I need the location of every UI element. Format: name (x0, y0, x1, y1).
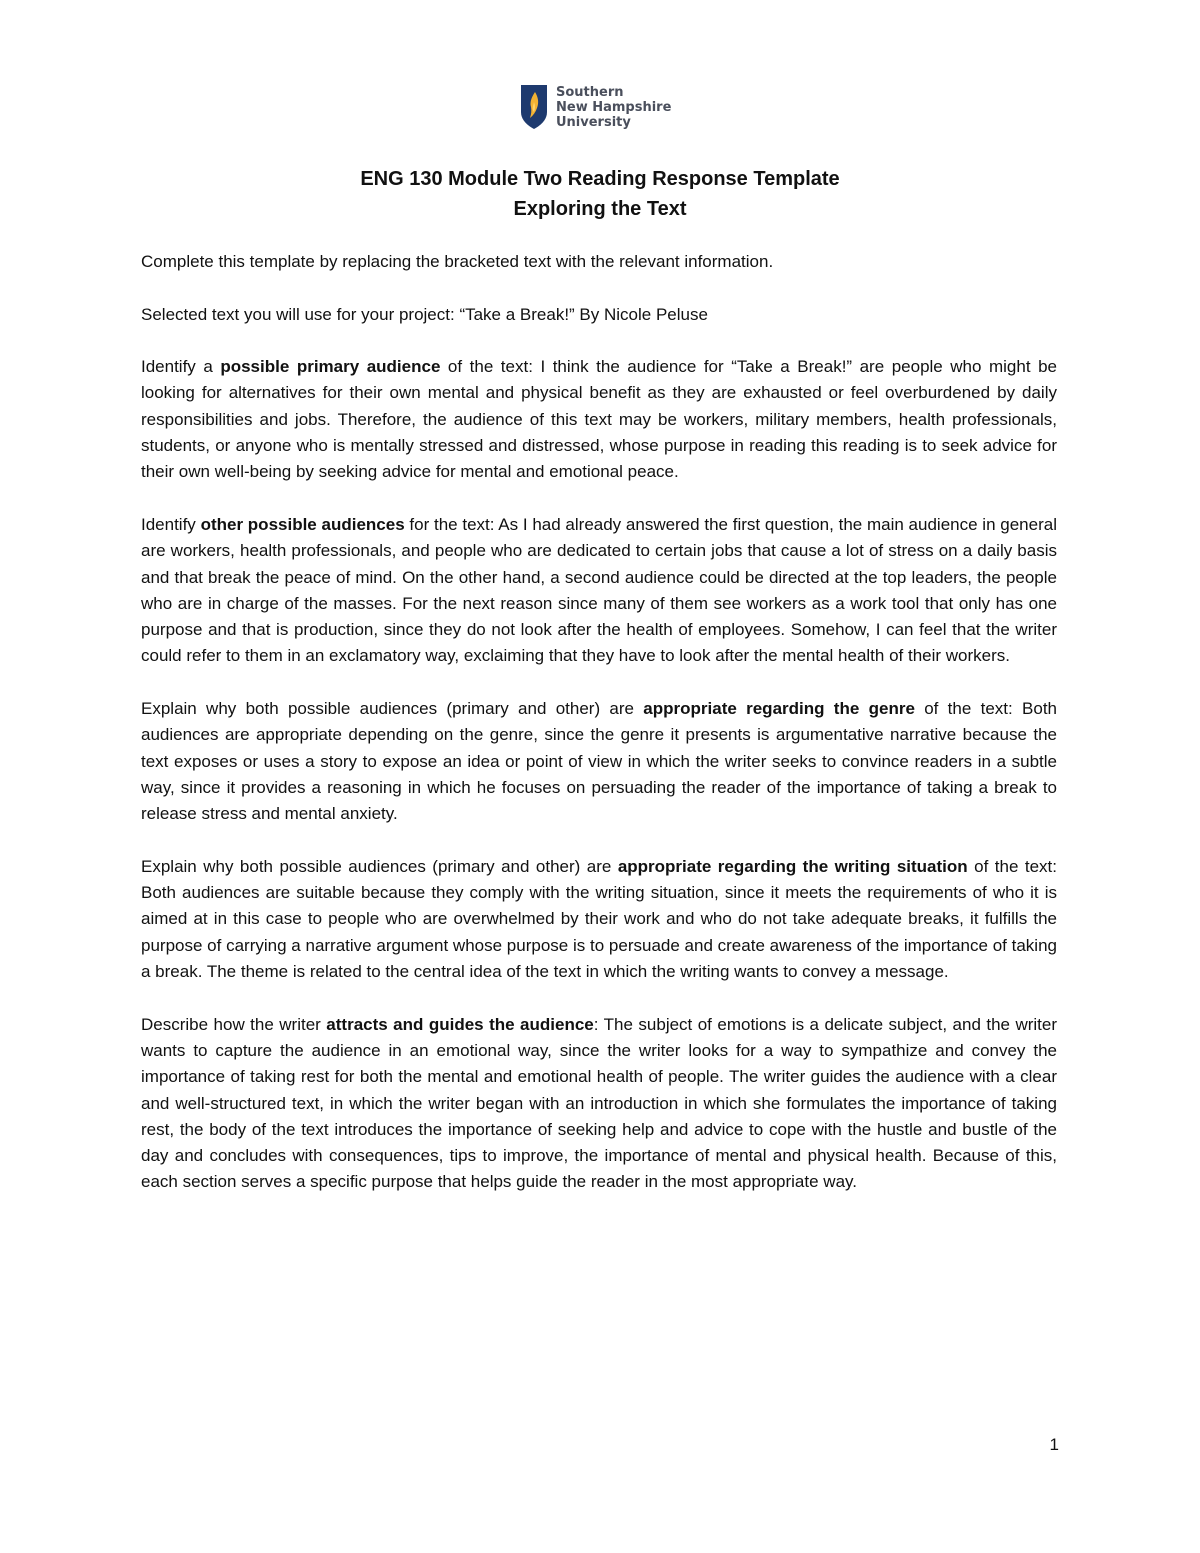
other-audiences-prefix: Identify (141, 514, 201, 534)
document-body (141, 249, 1057, 1222)
logo-line-2: New Hampshire (556, 99, 672, 115)
other-audiences-paragraph (141, 512, 1057, 670)
genre-suffix: of the text: (914, 699, 1023, 719)
title-line-2: Exploring the Text (513, 198, 687, 220)
attracts-guides-bold: attracts and guides the audience (326, 1014, 594, 1034)
genre-prefix: Explain why both possible audiences (primary and other) are (141, 699, 644, 719)
attracts-guides-paragraph (141, 1012, 1057, 1196)
selected-text-paragraph (141, 302, 1057, 328)
shield-flame-icon (520, 84, 548, 130)
other-audiences-suffix: for the text: (404, 514, 499, 534)
logo-wordmark (556, 85, 671, 130)
instructions-paragraph (141, 249, 1057, 275)
primary-audience-suffix: of the text: (440, 357, 541, 377)
primary-audience-paragraph (141, 354, 1057, 485)
genre-answer: Both audiences are appropriate depending on the genre, since the genre it presents is argumentative narrative because the text exposes or uses a story to expose an idea or point of view in which the writer seeks to convince readers in a subtle way, since it provides a reasoning in which he focuses on persuading the reader of the importance of taking a break to release stress and mental anxiety. (141, 699, 1058, 824)
writing-situation-bold: appropriate regarding the writing situation (617, 856, 968, 876)
selected-text-value: “Take a Break!” By Nicole Peluse (459, 304, 708, 324)
attracts-guides-answer: The subject of emotions is a delicate subject, and the writer wants to capture the audience in an emotional way, since the writer looks for a way to sympathize and convey the importance of taking rest for both the mental and emotional health of people. The writer guides the audience with a clear and well-structured text, in which the writer began with an introduction in which she formulates the importance of taking rest, the body of the text introduces the importance of seeking help and advice to cope with the hustle and bustle of the day and concludes with consequences, tips to improve, the importance of mental and physical health. Because of this, each section serves a specific purpose that helps guide the reader in the most appropriate way. (141, 1014, 1058, 1192)
writing-situation-answer: Both audiences are suitable because they comply with the writing situation, since it meets the requirements of who it is aimed at in this case to people who are overwhelmed by their work and who do not take adequate breaks, it fulfills the purpose of carrying a narrative argument whose purpose is to persuade and create awareness of the importance of taking a break. The theme is related to the central idea of the text in which the writing wants to convey a message. (141, 883, 1057, 982)
logo-line-1: Southern (556, 84, 624, 100)
primary-audience-answer: I think the audience for “Take a Break!” are people who might be looking for alternatives for their own mental and physical benefit as they are exhausted or feel overburdened by daily responsibilities and jobs. Therefore, the audience of this text may be workers, military members, health professionals, students, or anyone who is mentally stressed and distressed, whose purpose in reading this reading is to seek advice for their own well-being by seeking advice for mental and emotional peace. (141, 357, 1057, 482)
other-audiences-answer: As I had already answered the first question, the main audience in general are workers, health professionals, and people who are dedicated to certain jobs that cause a lot of stress on a daily basis and that break the peace of mind. On the other hand, a second audience could be directed at the top leaders, the people who are in charge of the masses. For the next reason since many of them see workers as a work tool that only has one purpose and that is production, since they do not look after the health of employees. Somehow, I can feel that the writer could refer to them in an exclamatory way, exclaiming that they have to look after the mental health of their workers. (141, 514, 1057, 666)
primary-audience-bold: possible primary audience (220, 357, 441, 377)
writing-situation-prefix: Explain why both possible audiences (primary and other) are (141, 856, 618, 876)
genre-bold: appropriate regarding the genre (643, 699, 915, 719)
logo-line-3: University (556, 114, 631, 130)
instructions-text: Complete this template by replacing the bracketed text with the relevant information. (141, 252, 774, 271)
university-logo (520, 84, 671, 130)
writing-situation-suffix: of the text: (967, 856, 1057, 876)
writing-situation-paragraph (141, 854, 1057, 985)
genre-paragraph (141, 696, 1057, 827)
document-title (0, 164, 1200, 224)
attracts-guides-suffix: : (593, 1014, 604, 1034)
page-number: 1 (1049, 1435, 1059, 1454)
other-audiences-bold: other possible audiences (200, 514, 405, 534)
attracts-guides-prefix: Describe how the writer (141, 1014, 327, 1034)
primary-audience-prefix: Identify a (141, 357, 221, 377)
title-line-1: ENG 130 Module Two Reading Response Template (360, 168, 840, 190)
selected-text-label: Selected text you will use for your project: (141, 304, 460, 324)
